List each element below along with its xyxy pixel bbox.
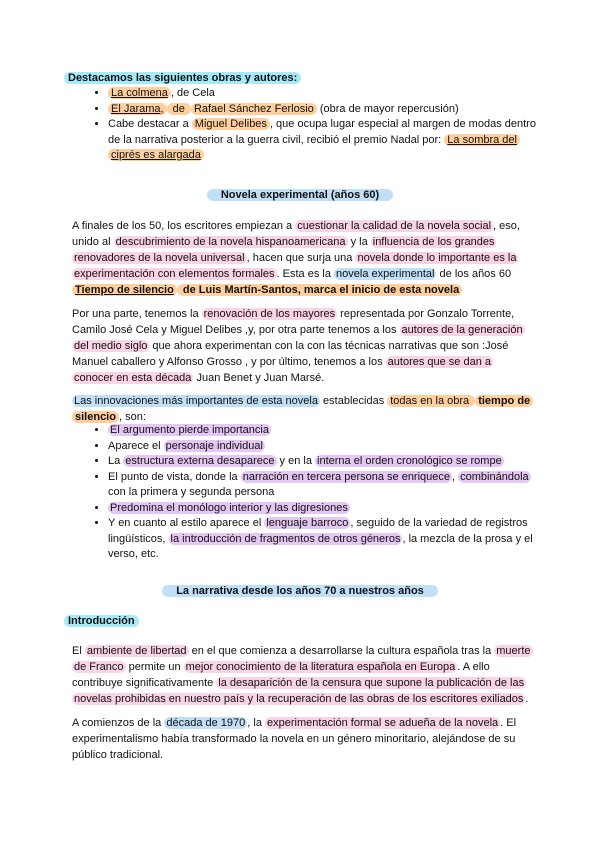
list-item-text: , seguido de la variedad de registros lingüísticos,	[108, 517, 528, 545]
freedom-paragraph	[72, 643, 532, 707]
list-item	[108, 454, 548, 470]
paragraph-text: , son:	[118, 411, 146, 423]
author-name: Miguel Delibes	[192, 118, 270, 130]
paragraph-text: . A ello contribuye significativamente	[72, 661, 490, 689]
list-item-text: Aparece el	[108, 439, 164, 452]
list-item-text: con la primera y segunda persona	[108, 486, 275, 498]
introduction-subheading	[64, 614, 139, 629]
introduction-subheading-text: Introducción	[64, 615, 139, 627]
narrative-70s-heading	[0, 584, 600, 599]
list-item	[108, 423, 548, 439]
innovations-list	[72, 423, 548, 563]
paragraph-text: , la	[247, 717, 265, 729]
highlight-text: de Luis Martín-Santos, marca el inicio de esta novela	[177, 284, 462, 296]
list-item-text: , de Cela	[170, 87, 215, 99]
highlight-text: década de 1970	[166, 717, 246, 729]
list-item-text: La	[108, 455, 124, 467]
seventies-paragraph	[72, 715, 532, 763]
paragraph-text: y la	[347, 236, 371, 248]
experimental-novel-heading	[0, 188, 600, 203]
highlight-text: experimentación formal se adueña de la novela	[267, 717, 499, 729]
work-title-tiempo-de-silencio: tiempo de silencio	[72, 395, 533, 423]
list-item-text: (obra de mayor repercusión)	[316, 102, 459, 115]
list-item	[108, 439, 548, 455]
paragraph-text: establecidas	[319, 395, 388, 407]
paragraph-text: , eso, unido al	[72, 220, 520, 248]
paragraph-text: El	[72, 645, 85, 657]
works-authors-heading-text: Destacamos las siguientes obras y autores:	[64, 72, 301, 84]
highlight-text: la introducción de fragmentos de otros géneros	[170, 532, 401, 545]
highlight-text: influencia de los grandes renovadores de la novela universal	[74, 236, 495, 264]
list-item	[108, 117, 548, 164]
paragraph-text: en el que comienza a desarrollarse la cultura española tras la	[188, 645, 495, 657]
highlight-text: autores de la generación del medio siglo	[74, 324, 523, 352]
list-item-text: y en la	[276, 455, 316, 467]
paragraph-text: A comienzos de la	[72, 717, 165, 729]
author-name: Rafael Sánchez Ferlosio	[191, 103, 317, 115]
highlight-text: todas en la obra	[387, 395, 475, 407]
highlight-text: personaje individual	[165, 439, 263, 452]
experimental-novel-heading-text: Novela experimental (años 60)	[207, 189, 393, 201]
paragraph-text: . El experimentalismo había transformado la novela en un género minoritario, alejándose de su público tradicional.	[72, 717, 517, 761]
list-item-text: Y en cuanto al estilo aparece el	[108, 517, 265, 529]
highlight-text: El argumento pierde importancia	[110, 424, 269, 436]
highlight-text: Predomina el monólogo interior y las digresiones	[110, 501, 348, 514]
list-item-text: de	[167, 103, 191, 115]
list-item-text: Cabe destacar a	[108, 118, 192, 130]
paragraph-text: representada por Gonzalo Torrente, Camilo José Cela y Miguel Delibes ,y, por otra parte tenemos a los	[72, 308, 515, 336]
paragraph-text: A finales de los 50, los escritores empiezan a	[72, 220, 296, 232]
highlight-text: renovación de los mayores	[203, 308, 336, 320]
highlight-text: cuestionar la calidad de la novela social	[297, 220, 492, 232]
highlight-text: novela donde lo importante es la experimentación con elementos formales	[74, 252, 517, 280]
paragraph-text: que ahora experimentan con la con las técnicas narrativas que son :José Manuel caballero y Alfonso Grosso , y por último, tenemos a los	[72, 340, 509, 368]
highlight-text: novela experimental	[336, 268, 435, 280]
highlight-text: narración en tercera persona se enriquece	[242, 470, 451, 483]
list-item	[108, 516, 548, 563]
work-title-la-colmena: La colmena	[108, 87, 171, 99]
highlight-text: combinándola	[460, 470, 529, 483]
highlight-text: ambiente de libertad	[86, 645, 187, 657]
work-title-el-jarama: El Jarama,	[108, 103, 167, 115]
highlight-text: Las innovaciones más importantes de esta novela	[74, 395, 318, 407]
experimental-intro-paragraph	[72, 218, 532, 298]
highlight-text: mejor conocimiento de la literatura española en Europa	[185, 661, 456, 673]
paragraph-text: Juan Benet y Juan Marsé.	[193, 372, 325, 384]
paragraph-text: de los años 60	[436, 268, 512, 280]
generations-paragraph	[72, 306, 532, 386]
innovations-paragraph	[72, 393, 532, 425]
highlight-text: descubrimiento de la novela hispanoamericana	[115, 236, 346, 248]
list-item-text: ,	[452, 470, 459, 483]
list-item-text: El punto de vista, donde la	[108, 470, 241, 483]
narrative-70s-heading-text: La narrativa desde los años 70 a nuestros años	[162, 585, 438, 597]
list-item-text: , la mezcla de la prosa y el verso, etc.	[108, 532, 533, 560]
list-item	[108, 501, 548, 517]
list-item	[108, 470, 548, 501]
highlight-text: autores que se dan a conocer en esta década	[74, 356, 492, 384]
list-item-text: , que ocupa lugar especial al margen de modas dentro de la narrativa posterior a la guerra civil, recibió el premio Nadal por:	[108, 118, 536, 146]
paragraph-text: . Esta es la	[276, 268, 335, 280]
work-title-sombra-cipres: La sombra del ciprés es alargada	[108, 134, 520, 162]
works-authors-heading	[64, 71, 301, 86]
paragraph-text: permite un	[125, 661, 184, 673]
highlight-text: lenguaje barroco	[266, 517, 349, 529]
work-title-tiempo-de-silencio: Tiempo de silencio	[72, 284, 177, 296]
list-item	[108, 102, 548, 118]
list-item	[108, 86, 548, 102]
highlight-text: muerte de Franco	[74, 645, 531, 673]
highlight-text: la desaparición de la censura que supone la publicación de las novelas prohibidas en nuestro país y la recuperación de las obras de los escritores exiliados	[74, 677, 525, 705]
works-list	[72, 86, 548, 164]
paragraph-text: Por una parte, tenemos la	[72, 308, 202, 320]
paragraph-text: , hacen que surja una	[246, 252, 356, 264]
highlight-text: interna el orden cronológico se rompe	[317, 455, 502, 467]
highlight-text: estructura externa desaparece	[125, 455, 275, 467]
paragraph-text: .	[525, 693, 529, 705]
